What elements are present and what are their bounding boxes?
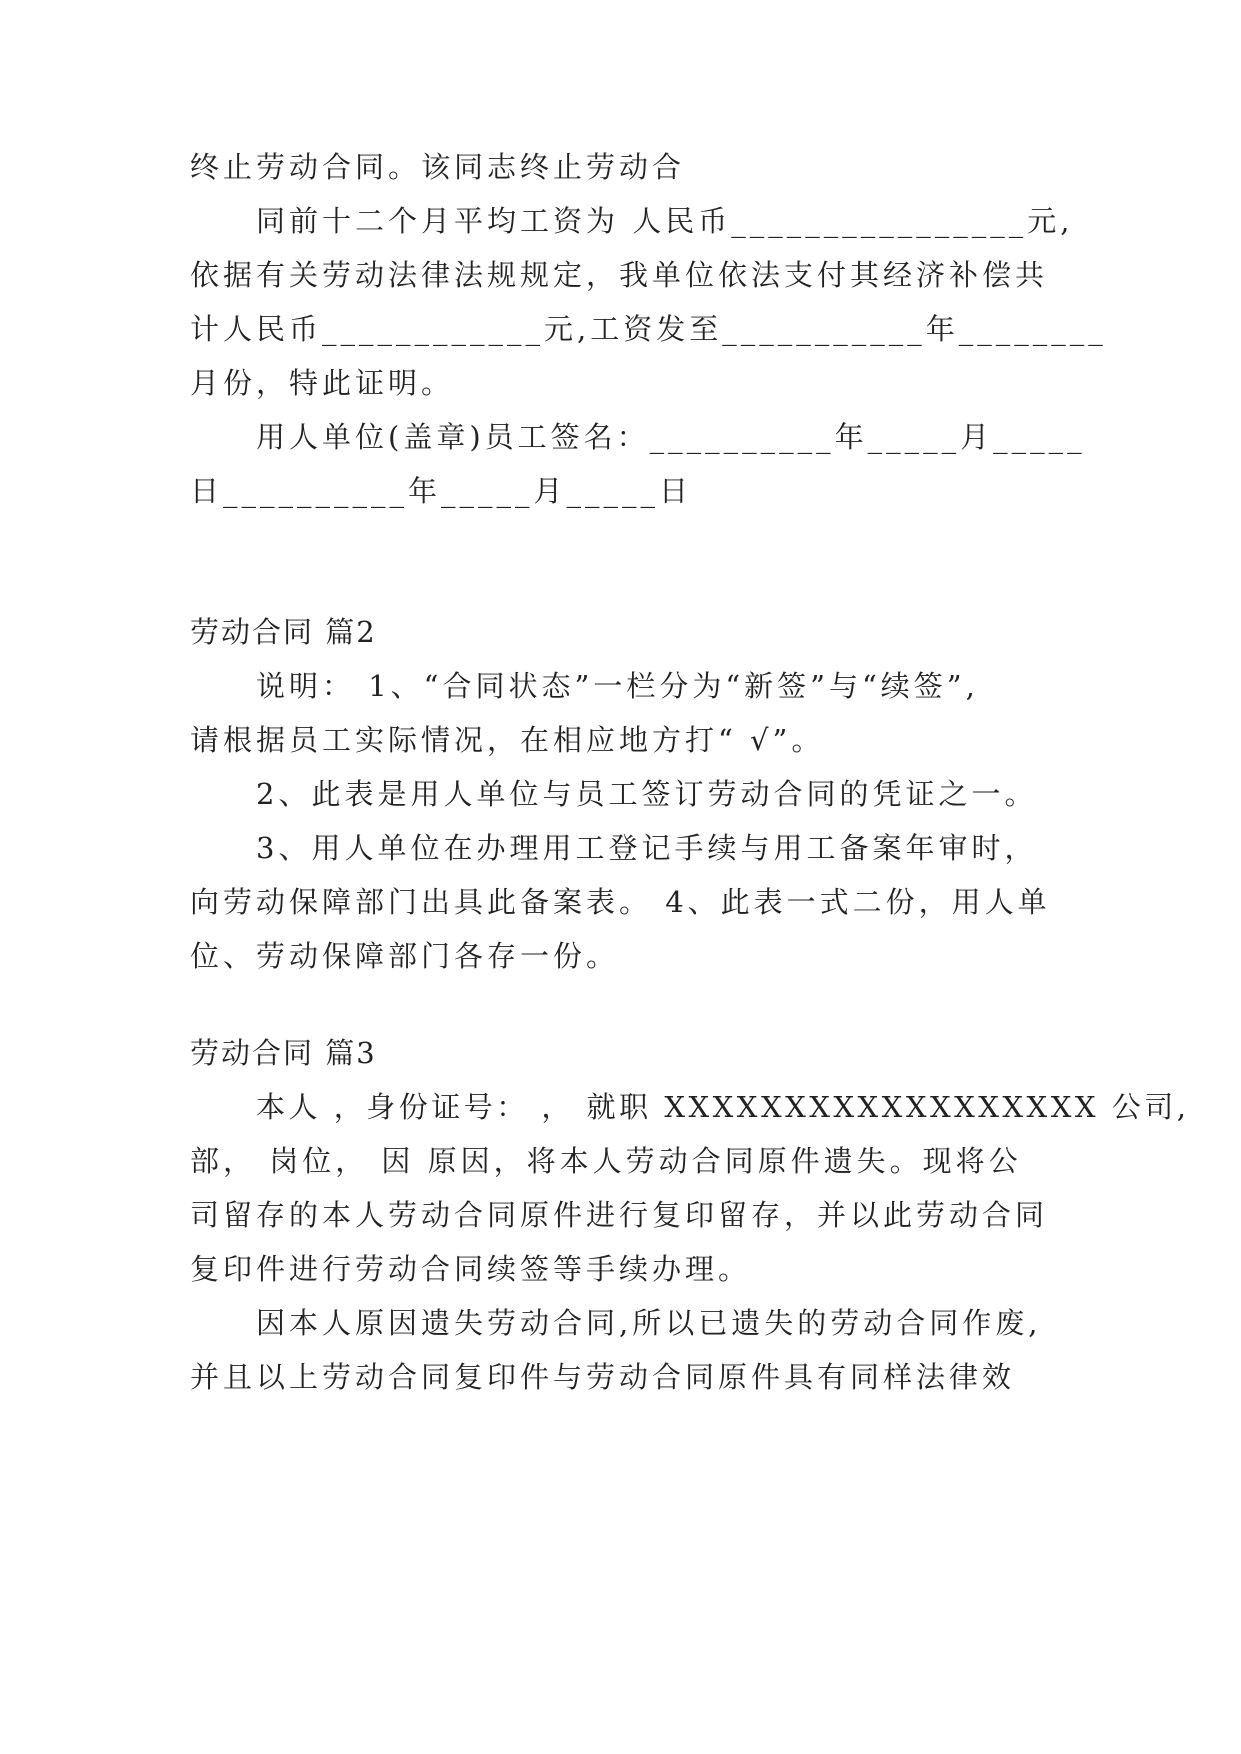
paragraph-line: 依据有关劳动法律法规规定，我单位依法支付其经济补偿共 (190, 258, 1049, 292)
paragraph-line: 日__________年_____月_____日 (190, 474, 693, 508)
paragraph-line: 请根据员工实际情况，在相应地方打“ √”。 (190, 723, 825, 757)
paragraph-line: 用人单位(盖章)员工签名：__________年_____月_____ (256, 420, 1086, 454)
paragraph-line: 说明： 1、“合同状态”一栏分为“新签”与“续签”, (256, 669, 979, 703)
paragraph-line: 并且以上劳动合同复印件与劳动合同原件具有同样法律效 (190, 1360, 1016, 1394)
paragraph-line: 月份，特此证明。 (190, 366, 455, 400)
paragraph-line: 计人民币____________元,工资发至___________年________ (190, 312, 1107, 346)
paragraph-line: 司留存的本人劳动合同原件进行复印留存，并以此劳动合同 (190, 1198, 1049, 1232)
paragraph-line: 部， 岗位， 因 原因，将本人劳动合同原件遗失。现将公 (190, 1144, 1022, 1178)
section-heading: 劳动合同 篇2 (190, 615, 377, 649)
paragraph-line: 向劳动保障部门出具此备案表。 4、此表一式二份，用人单 (190, 885, 1051, 919)
paragraph-line: 因本人原因遗失劳动合同,所以已遗失的劳动合同作废, (256, 1306, 1042, 1340)
paragraph-line: 本人 ，身份证号： ， 就职 XXXXXXXXXXXXXXXXXX 公司, (256, 1090, 1190, 1124)
paragraph-line: 终止劳动合同。该同志终止劳动合 (190, 150, 686, 184)
paragraph-line: 2、此表是用人单位与员工签订劳动合同的凭证之一。 (256, 777, 1038, 811)
section-heading: 劳动合同 篇3 (190, 1036, 377, 1070)
paragraph-line: 3、用人单位在办理用工登记手续与用工备案年审时， (256, 831, 1038, 865)
paragraph-line: 位、劳动保障部门各存一份。 (190, 939, 620, 973)
paragraph-line: 复印件进行劳动合同续签等手续办理。 (190, 1252, 752, 1286)
paragraph-line: 同前十二个月平均工资为 人民币________________元, (256, 204, 1074, 238)
